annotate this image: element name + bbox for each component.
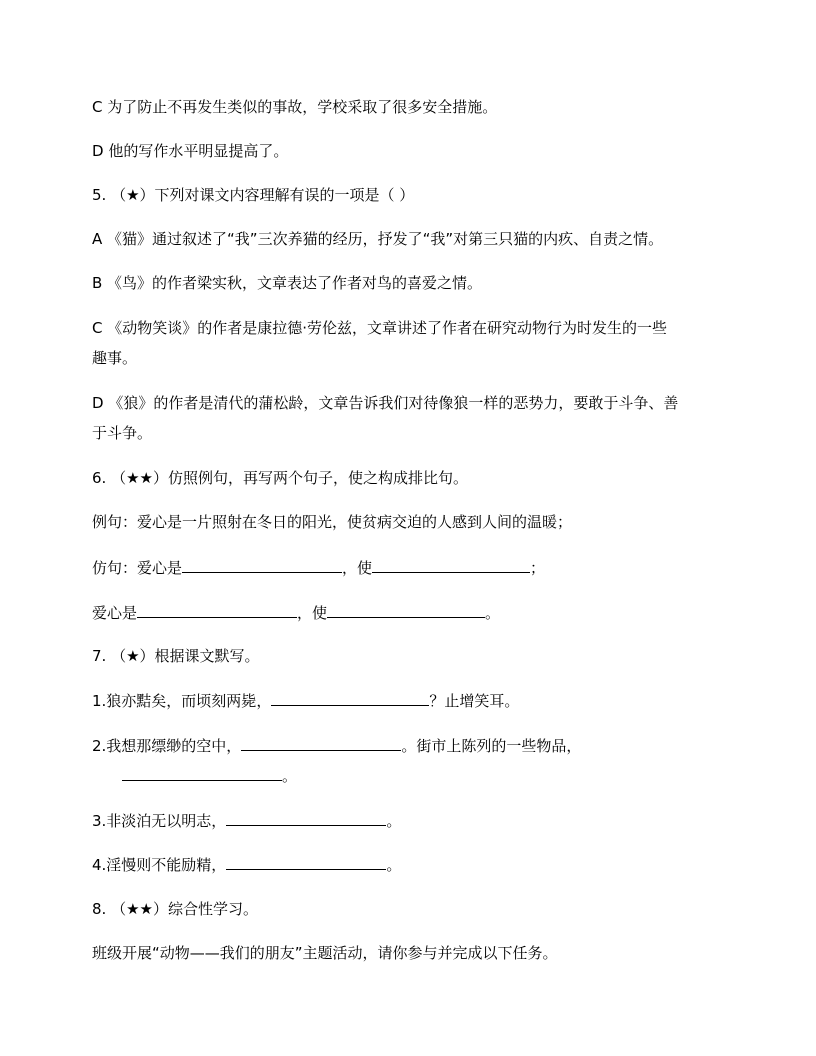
question-5-option-b: B 《鸟》的作者梁实秋，文章表达了作者对鸟的喜爱之情。 <box>92 274 483 292</box>
item-1-text: 1.狼亦黠矣，而顷刻两毙， <box>92 692 272 710</box>
question-6-example: 例句：爱心是一片照射在冬日的阳光，使贫病交迫的人感到人间的温暖； <box>92 513 573 531</box>
question-7-item-2 <box>92 735 581 756</box>
imitation-1-blank-1[interactable] <box>182 557 342 573</box>
question-6-title: 6. （★★）仿照例句，再写两个句子，使之构成排比句。 <box>92 469 468 487</box>
item-4-text: 4.淫慢则不能励精， <box>92 856 227 874</box>
imitation-1-mid: ，使 <box>342 559 373 577</box>
question-7-item-1 <box>92 690 519 711</box>
imitation-1-prefix: 仿句：爱心是 <box>92 559 183 577</box>
question-7-item-2-cont <box>122 765 297 786</box>
imitation-2-end: 。 <box>485 604 501 622</box>
question-7-title: 7. （★）根据课文默写。 <box>92 647 260 665</box>
item-4-blank[interactable] <box>226 854 386 870</box>
item-3-blank[interactable] <box>226 810 386 826</box>
question-5-option-c: C 《动物笑谈》的作者是康拉德·劳伦兹，文章讲述了作者在研究动物行为时发生的一些 <box>92 319 668 337</box>
item-2-mid: 。街市上陈列的一些物品， <box>401 737 582 755</box>
imitation-2-mid: ，使 <box>297 604 328 622</box>
question-7-item-3 <box>92 810 401 831</box>
item-1-end: ？止增笑耳。 <box>429 692 520 710</box>
item-2-blank-1[interactable] <box>241 735 401 751</box>
option-c-sentence: C 为了防止不再发生类似的事故，学校采取了很多安全措施。 <box>92 98 498 116</box>
question-6-imitation-2 <box>92 602 500 623</box>
imitation-2-blank-2[interactable] <box>327 602 485 618</box>
imitation-1-end: ； <box>530 559 546 577</box>
question-5-option-a: A 《猫》通过叙述了“我”三次养猫的经历，抒发了“我”对第三只猫的内疚、自责之情。 <box>92 230 664 248</box>
question-8-intro: 班级开展“动物——我们的朋友”主题活动，请你参与并完成以下任务。 <box>92 944 558 962</box>
item-4-end: 。 <box>386 856 402 874</box>
question-5-option-c-cont: 趣事。 <box>92 349 138 367</box>
item-3-text: 3.非淡泊无以明志， <box>92 812 227 830</box>
question-8-title: 8. （★★）综合性学习。 <box>92 900 258 918</box>
question-5-option-d-cont: 于斗争。 <box>92 424 153 442</box>
question-5-option-d: D 《狼》的作者是清代的蒲松龄，文章告诉我们对待像狼一样的恶势力，要敢于斗争、善 <box>92 394 679 412</box>
item-2-blank-2[interactable] <box>122 765 282 781</box>
item-1-blank[interactable] <box>271 690 429 706</box>
imitation-2-blank-1[interactable] <box>137 602 297 618</box>
imitation-2-prefix: 爱心是 <box>92 604 138 622</box>
option-d-sentence: D 他的写作水平明显提高了。 <box>92 142 289 160</box>
imitation-1-blank-2[interactable] <box>372 557 530 573</box>
question-5-title: 5. （★）下列对课文内容理解有误的一项是（ ） <box>92 186 415 204</box>
item-2-end: 。 <box>282 767 298 785</box>
question-6-imitation-1 <box>92 557 545 578</box>
item-2-text: 2.我想那缥缈的空中， <box>92 737 242 755</box>
question-7-item-4 <box>92 854 401 875</box>
item-3-end: 。 <box>386 812 402 830</box>
